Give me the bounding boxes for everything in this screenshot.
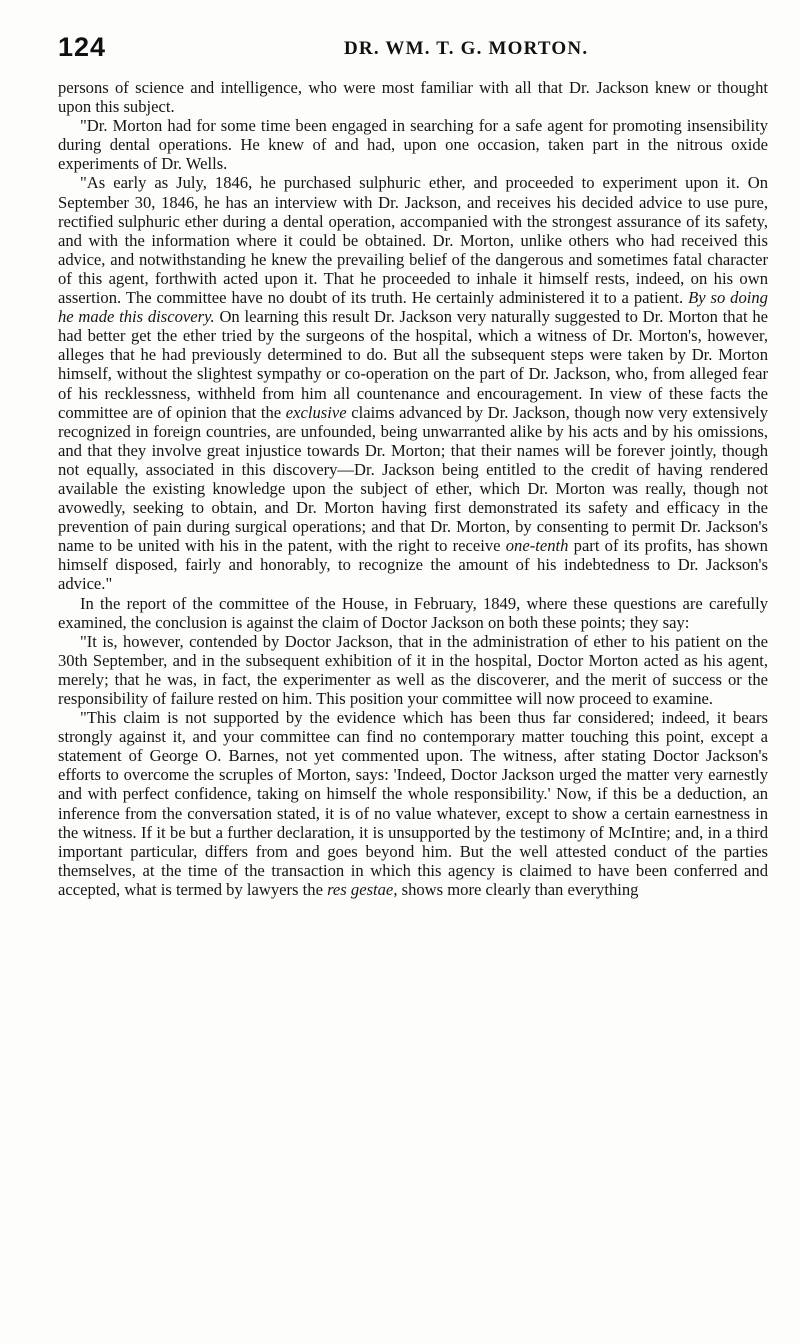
paragraph-text: "Dr. Morton had for some time been engaged in searching for a safe agent for promoting insensibility during dental operations. He knew of and had, upon one occasion, taken part in the nitrous oxide experiments of Dr. Wells. <box>58 116 768 174</box>
paragraph-text: "This claim is not supported by the evidence which has been thus far considered; indeed, it bears strongly against it, and your committee can find no contemporary matter touching this point, except a statement of George O. Barnes, not yet commented upon. The witness, after stating Doctor Jackson's efforts to overcome the scruples of Morton, says: 'Indeed, Doctor Jackson urged the matter very earnestly and with perfect confidence, taking on himself the whole responsibility.' Now, if this be a deduction, an inference from the conversation stated, it is of no value whatever, except to show a certain earnestness in the witness. If it be but a further declaration, it is unsupported by the testimony of McIntire; and, in a third important particular, differs from and goes beyond him. But the well attested conduct of the parties themselves, at the time of the transaction in which this agency is claimed to have been conferred and accepted, what is termed by lawyers the <box>58 708 768 899</box>
italic-text: one-tenth <box>505 536 569 556</box>
italic-text: exclusive <box>285 402 347 422</box>
paragraph-text: On learning this result Dr. Jackson very naturally suggested to Dr. Morton that he had better get the ether tried by the surgeons of the hospital, which a witness of Dr. Morton's, however, alleges that he had previously determined to do. But all the subsequent steps were taken by Dr. Morton himself, without the slightest sympathy or co-operation on the part of Dr. Jackson, who, from alleged fear of his recklessness, withheld from him all countenance and encouragement. In view of these facts the committee are of opinion that the <box>58 307 768 422</box>
paragraph-text: "It is, however, contended by Doctor Jackson, that in the administration of ether to his patient on the 30th September, and in the subsequent exhibition of it in the hospital, Doctor Morton acted as his agent, merely; that he was, in fact, the experimenter as well as the discoverer, and the merit of success or the responsibility of failure rested on him. This position your committee will now proceed to examine. <box>58 631 768 708</box>
paragraph-text: part of its profits, has shown himself disposed, fairly and honorably, to recognize the amount of his indebtedness to Dr. Jackson's advice." <box>58 536 768 594</box>
paragraph <box>58 78 768 116</box>
paragraph-text: persons of science and intelligence, who were most familiar with all that Dr. Jackson knew or thought upon this subject. <box>58 78 768 117</box>
paragraph <box>58 173 768 593</box>
paragraph <box>58 708 768 899</box>
page-header <box>58 32 758 66</box>
italic-text: By so doing he made this discovery. <box>58 288 768 327</box>
paragraph-text: claims advanced by Dr. Jackson, though now very extensively recognized in foreign countries, are unfounded, being unwarranted alike by his acts and by his omissions, and that they involve great injustice towards Dr. Morton; that their names will be forever jointly, though not equally, associated in this discovery—Dr. Jackson being entitled to the credit of having rendered available the existing knowledge upon the subject of ether, which Dr. Morton was really, though not avowedly, seeking to obtain, and Dr. Morton having first demonstrated its safety and efficacy in the prevention of pain during surgical operations; and that Dr. Morton, by consenting to permit Dr. Jackson's name to be united with his in the patent, with the right to receive <box>58 402 768 556</box>
italic-text: res gestae <box>327 879 394 899</box>
paragraph <box>58 632 768 708</box>
paragraph-text: "As early as July, 1846, he purchased sulphuric ether, and proceeded to experiment upon it. On September 30, 1846, he has an interview with Dr. Jackson, and receives his decided advice to use pure, rectified sulphuric ether during a dental operation, accompanied with the strongest assurance of its safety, and with the information where it could be obtained. Dr. Morton, unlike others who had received this advice, and notwithstanding he knew the prevailing belief of the dangerous and sometimes fatal character of this agent, forthwith acted upon it. That he proceeded to inhale it himself rests, indeed, on his own assertion. The committee have no doubt of its truth. He certainly administered it to a patient. <box>58 173 768 308</box>
page-number: 124 <box>58 32 107 62</box>
paragraph <box>58 116 768 173</box>
body-text <box>58 78 768 899</box>
paragraph <box>58 594 768 632</box>
paragraph-text: , shows more clearly than everything <box>393 879 639 899</box>
paragraph-text: In the report of the committee of the House, in February, 1849, where these questions are carefully examined, the conclusion is against the claim of Doctor Jackson on both these points; they say: <box>58 593 768 632</box>
running-head: DR. WM. T. G. MORTON. <box>344 38 589 59</box>
